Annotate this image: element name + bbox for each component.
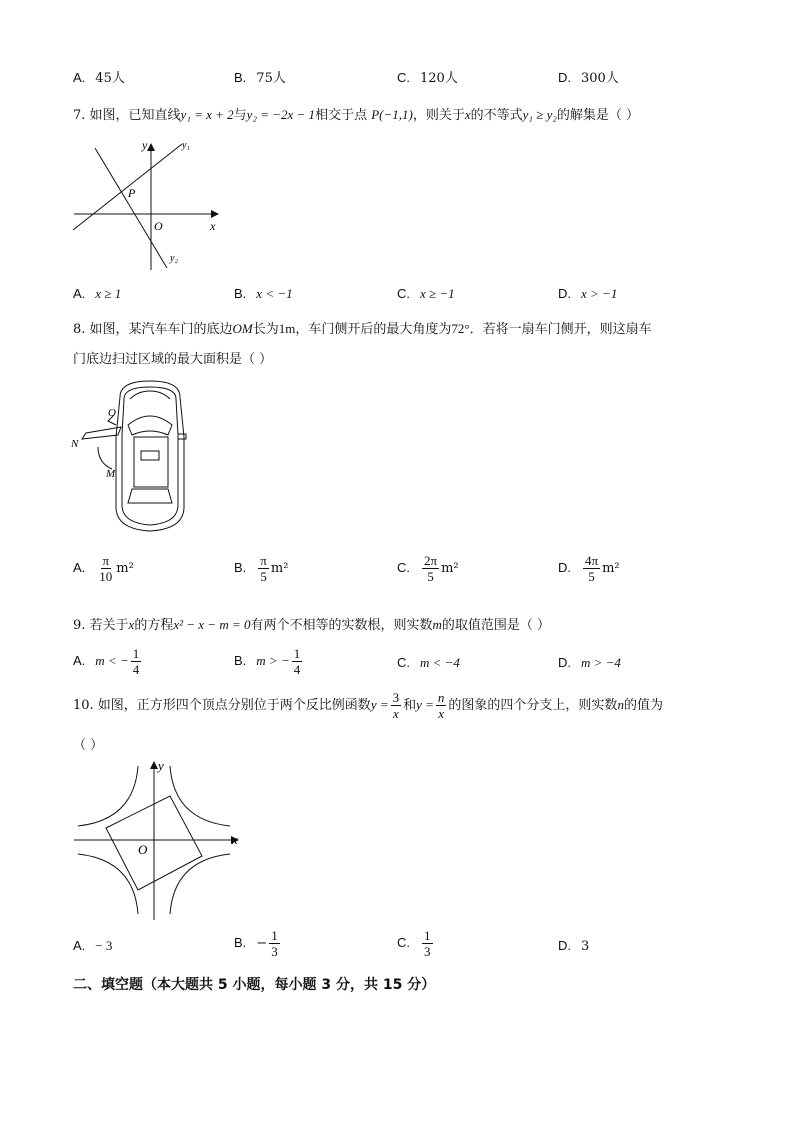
q9-option-d: D. m > −4 — [558, 655, 621, 670]
q8-option-c: C. $\frac{2\pi}{5}$ m² — [397, 553, 459, 584]
sunroof — [141, 451, 159, 460]
q6-option-c: C. 120人 — [397, 70, 458, 86]
car-door-figure — [68, 377, 198, 537]
q6-option-a: A. 45人 — [73, 70, 125, 86]
q6-option-d: D. 300人 — [558, 70, 619, 86]
windshield — [128, 416, 172, 435]
x-axis-label: x — [232, 832, 238, 847]
q10-option-b: B. − $\frac{1}{3}$ — [234, 928, 278, 959]
q8-option-d: D. $\frac{4\pi}{5}$ m² — [558, 553, 620, 584]
q9-stem: 9. 若关于x的方程x² − x − m = 0有两个不相等的实数根，则实数m的取值范围是（ ） — [73, 617, 551, 633]
q7-line-graph — [70, 136, 230, 276]
q8-option-a: A. $\frac{\pi}{10}$ m² — [73, 553, 134, 584]
rear-window — [128, 489, 172, 503]
q10-option-a: A. − 3 — [73, 938, 113, 953]
q10-stem-line1: 10. 如图，正方形四个顶点分别位于两个反比例函数y = $\frac{3}{x}$ 和y = $\frac{n}{x}$ 的图象的四个分支上，则实数n的值为 — [73, 690, 663, 721]
branch-q3 — [78, 854, 138, 914]
car-body — [116, 381, 184, 531]
branch-q1 — [170, 766, 230, 826]
origin-label: O — [154, 219, 163, 233]
q10-stem-line2: （ ） — [73, 738, 104, 753]
section-2-heading: 二、填空题（本大题共 5 小题，每小题 3 分，共 15 分） — [73, 977, 436, 993]
q8-option-b: B. $\frac{\pi}{5}$ m² — [234, 553, 289, 584]
q10-option-d: D. 3 — [558, 938, 590, 954]
car-inner — [122, 387, 178, 525]
q9-option-a: A. m < − $\frac{1}{4}$ — [73, 646, 140, 677]
hood-line — [130, 391, 170, 399]
x-axis-label: x — [210, 219, 216, 233]
roof — [134, 437, 168, 487]
q7-option-c: C. x ≥ −1 — [397, 286, 455, 301]
point-m-label: M — [106, 468, 116, 480]
point-o-label: O — [108, 407, 116, 419]
door-arc — [98, 447, 112, 469]
hyperbola-square-figure — [70, 758, 250, 923]
q7-option-a: A. x ≥ 1 — [73, 286, 122, 301]
line-y1-label: y₁ — [182, 140, 190, 151]
q7-option-b: B. x < −1 — [234, 286, 293, 301]
q8-stem-line1: 8. 如图，某汽车车门的底边OM长为1m，车门侧开后的最大角度为72°．若将一扇车门侧开，则这扇车 — [73, 321, 652, 337]
line-y2-label: y₂ — [170, 253, 178, 264]
point-p-label: P — [128, 186, 136, 200]
q6-option-b: B. 75人 — [234, 70, 286, 86]
q7-option-d: D. x > −1 — [558, 286, 618, 301]
point-n-label: N — [71, 438, 79, 450]
q9-option-c: C. m < −4 — [397, 655, 460, 670]
right-mirror — [178, 434, 186, 439]
open-door — [82, 427, 121, 439]
q7-stem: 7. 如图，已知直线y₁ = x + 2与y₂ = −2x − 1相交于点 P(−1,1)，则关于x的不等式y₁ ≥ y₂的解集是（ ） — [73, 107, 640, 123]
q8-stem-line2: 门底边扫过区域的最大面积是（ ） — [73, 352, 273, 367]
branch-q4 — [170, 854, 230, 914]
q10-option-c: C. $\frac{1}{3}$ — [397, 928, 431, 959]
line-y2 — [95, 148, 167, 268]
y-axis-label: y — [158, 758, 164, 773]
q9-option-b: B. m > − $\frac{1}{4}$ — [234, 646, 301, 677]
y-axis-label: y — [142, 138, 148, 152]
origin-label: O — [138, 842, 148, 857]
